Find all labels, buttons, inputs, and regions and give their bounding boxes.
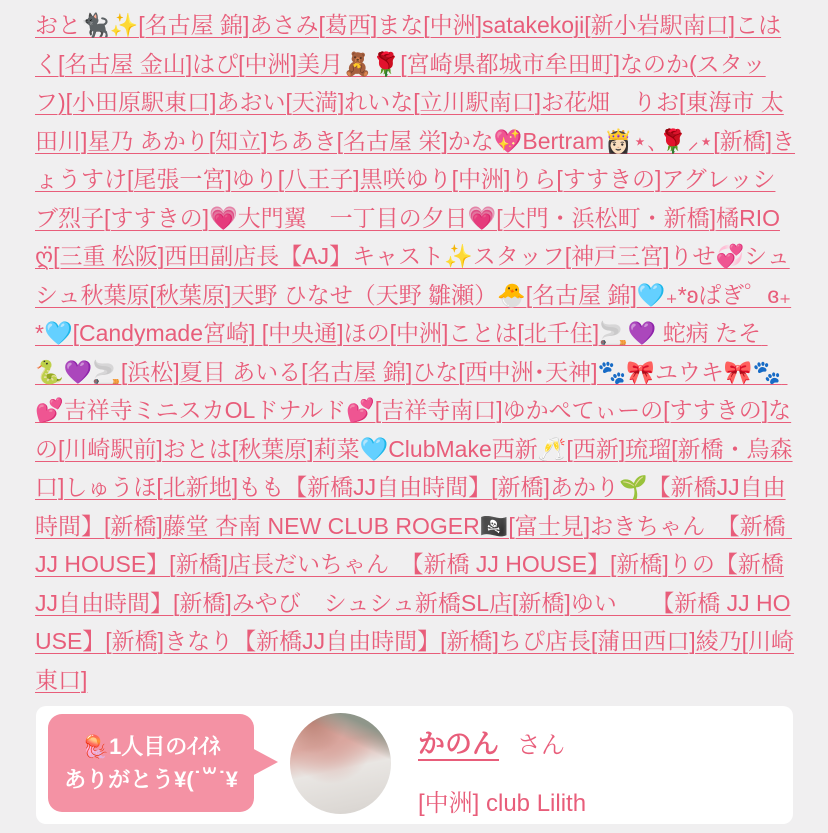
cast-link[interactable]: 夏目 あいる[名古屋 錦] xyxy=(179,358,413,385)
cast-link[interactable]: おとは[秋葉原] xyxy=(162,435,314,462)
cast-link[interactable]: りら[すすきの] xyxy=(510,166,662,192)
cast-link[interactable]: 🐾🎀ユウキ🎀🐾 xyxy=(597,358,782,385)
cast-info xyxy=(418,722,586,818)
cast-link[interactable]: 美月🧸🌹[宮崎県都城市牟田町] xyxy=(296,50,621,77)
cast-link[interactable]: ちぴ店長[蒲田西口] xyxy=(498,628,696,654)
cast-link[interactable]: きょうすけ[尾張一宮] xyxy=(35,127,796,192)
cast-link[interactable]: はぴ[中洲] xyxy=(192,50,297,77)
cast-venue-label: [中洲] club Lilith xyxy=(418,790,587,817)
cast-link[interactable]: あおい[天満] xyxy=(216,89,345,115)
cast-link-list xyxy=(35,6,795,699)
cast-link[interactable]: 💗大門翼 一丁目の夕日💗[大門・浜松町・新橋] xyxy=(209,204,717,231)
cast-link[interactable]: ゆり[八王子] xyxy=(231,166,360,192)
cast-link[interactable]: 琉瑠[新橋・烏森口] xyxy=(35,435,793,500)
cast-link[interactable]: りの【新橋JJ自由時間】[新橋] xyxy=(35,551,784,616)
cast-link[interactable]: あさみ[葛西] xyxy=(249,12,378,38)
cast-name-link[interactable]: かのん xyxy=(418,729,499,759)
cast-link[interactable]: 黒咲ゆり[中洲] xyxy=(359,166,511,192)
cast-link[interactable]: れいな[立川駅南口] xyxy=(344,89,542,115)
cast-link[interactable]: 西田副店長【AJ】キャスト✨スタッフ[神戸三宮] xyxy=(164,243,670,269)
cast-link[interactable]: 綾乃[川崎東口] xyxy=(35,628,795,693)
speech-bubble-tail xyxy=(252,748,278,776)
cast-link[interactable]: 莉菜🩵ClubMake西新🥂[西新] xyxy=(313,435,626,462)
cast-link[interactable]: 橘RIOღ̈[三重 松阪] xyxy=(35,204,780,269)
cast-link[interactable]: お花畑 りお[東海市 太田川] xyxy=(35,89,784,154)
cast-link[interactable]: なのか(スタッフ)[小田原駅東口] xyxy=(35,50,766,115)
cast-name-row xyxy=(418,722,586,761)
cast-link[interactable]: ゆかぺてぃーの[すすきの] xyxy=(502,397,769,423)
cast-link[interactable]: 🩵₊*ʚぱぎ゜ɞ₊*🩵[Candymade宮崎] [中央通] xyxy=(35,281,792,346)
cast-link[interactable]: りせ💞シュシュ秋葉原[秋葉原] xyxy=(35,243,790,308)
cast-link[interactable]: なの[川崎駅前] xyxy=(35,397,792,462)
cast-link[interactable]: 店長だいちゃん 【新橋 JJ HOUSE】[新橋] xyxy=(227,551,669,577)
cast-link[interactable]: 藤堂 杏南 NEW CLUB ROGER🏴‍☠️[富士見] xyxy=(162,512,591,539)
first-like-highlight-card xyxy=(36,706,793,824)
cast-link[interactable]: 星乃 あかり[知立] xyxy=(87,127,268,154)
cast-link[interactable]: まな[中洲] xyxy=(377,12,483,38)
cast-link[interactable]: かな💖Bertram👸🏻⋆､🌹⸝⋆[新橋] xyxy=(447,127,773,154)
cast-link[interactable]: ことは[北千住] xyxy=(448,320,600,346)
cast-link[interactable]: みやび シュシュ新橋SL店[新橋] xyxy=(231,589,571,616)
cast-link[interactable]: ひな[西中洲･天神] xyxy=(412,358,598,385)
cast-link[interactable]: おきちゃん 【新橋 JJ HOUSE】[新橋] xyxy=(35,512,793,577)
first-like-speech-bubble xyxy=(48,714,254,812)
cast-avatar[interactable] xyxy=(290,713,391,814)
cast-link[interactable]: あかり🌱【新橋JJ自由時間】[新橋] xyxy=(35,474,786,539)
cast-link[interactable]: 🚬💜 蛇病 たそ 🐍💜🚬[浜松] xyxy=(35,320,768,385)
cast-link[interactable]: こはく[名古屋 金山] xyxy=(35,12,782,77)
cast-link[interactable]: おと🐈‍⬛✨[名古屋 錦] xyxy=(35,12,250,38)
cast-link[interactable]: もも【新橋JJ自由時間】[新橋] xyxy=(238,474,550,500)
cast-link[interactable]: きなり【新橋JJ自由時間】[新橋] xyxy=(164,628,499,654)
cast-link[interactable]: 天野 ひなせ（天野 雛瀬）🐣[名古屋 錦] xyxy=(231,281,637,308)
cast-link[interactable]: ゆい 【新橋 JJ HOUSE】[新橋] xyxy=(35,589,791,654)
bubble-line2: ありがとう¥(˙꒳˙¥ xyxy=(64,767,238,792)
cast-link[interactable]: アグレッシブ烈子[すすきの] xyxy=(35,166,776,231)
cast-link[interactable]: satakekoji[新小岩駅南口] xyxy=(482,12,736,38)
cast-link[interactable]: しゅうほ[北新地] xyxy=(64,474,239,500)
cast-link[interactable]: ちあき[名古屋 栄] xyxy=(267,127,448,154)
cast-link[interactable]: 💕吉祥寺ミニスカOLドナルド💕[吉祥寺南口] xyxy=(35,358,788,423)
honorific-label: さん xyxy=(517,732,565,759)
cast-link[interactable]: ほの[中洲] xyxy=(343,320,449,346)
bubble-line1: 🪼1人目のｲｲﾈ xyxy=(81,734,221,759)
